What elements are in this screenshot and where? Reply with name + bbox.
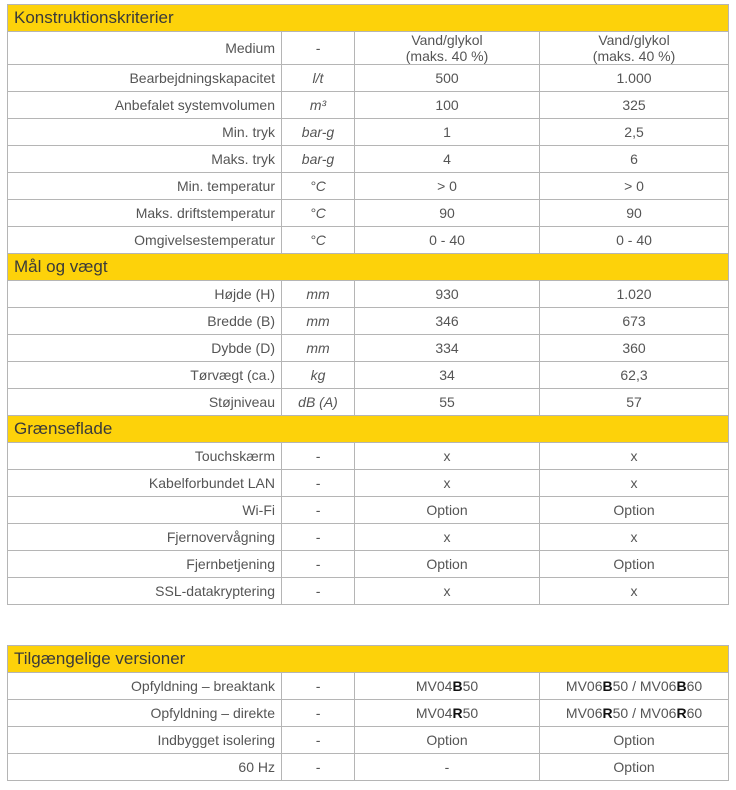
table-row (8, 389, 729, 416)
value-col-1 (355, 673, 540, 700)
row-label: Dybde (D) (8, 335, 282, 362)
row-label: Min. tryk (8, 119, 282, 146)
value-col-2: 90 (540, 200, 729, 227)
section-title: Tilgængelige versioner (8, 646, 729, 673)
model-prefix: MV06 (565, 705, 603, 721)
row-label: Fjernovervågning (8, 524, 282, 551)
model-separator: / (628, 678, 640, 694)
row-unit: - (282, 754, 355, 781)
row-label: Min. temperatur (8, 173, 282, 200)
value-line-2: (maks. 40 %) (592, 48, 676, 64)
value-col-1: x (355, 470, 540, 497)
row-label: Maks. driftstemperatur (8, 200, 282, 227)
value-line-2: (maks. 40 %) (405, 48, 489, 64)
row-unit: - (282, 497, 355, 524)
table-row (8, 227, 729, 254)
table-row (8, 146, 729, 173)
value-col-1: 1 (355, 119, 540, 146)
value-col-1: 34 (355, 362, 540, 389)
model-suffix: 50 (462, 678, 479, 694)
value-col-1 (355, 32, 540, 65)
value-line-1: Vand/glykol (598, 32, 670, 48)
model-suffix: 50 (612, 678, 629, 694)
row-label: Anbefalet systemvolumen (8, 92, 282, 119)
row-unit: mm (282, 308, 355, 335)
value-col-1: 90 (355, 200, 540, 227)
model-prefix: MV06 (565, 678, 603, 694)
table-row (8, 308, 729, 335)
row-unit: - (282, 443, 355, 470)
row-label: Opfyldning – direkte (8, 700, 282, 727)
value-col-1: Option (355, 551, 540, 578)
row-label: Maks. tryk (8, 146, 282, 173)
row-unit: °C (282, 200, 355, 227)
table-row (8, 119, 729, 146)
value-col-2: 62,3 (540, 362, 729, 389)
table-row (8, 32, 729, 65)
table-row (8, 92, 729, 119)
table-row (8, 497, 729, 524)
value-col-1: 0 - 40 (355, 227, 540, 254)
model-variant-letter: R (676, 705, 687, 721)
row-unit: - (282, 700, 355, 727)
value-col-1 (355, 700, 540, 727)
value-col-2: Option (540, 497, 729, 524)
value-col-2: x (540, 443, 729, 470)
row-label: Kabelforbundet LAN (8, 470, 282, 497)
row-label: Opfyldning – breaktank (8, 673, 282, 700)
value-col-1: 55 (355, 389, 540, 416)
table-row (8, 362, 729, 389)
value-col-2 (540, 673, 729, 700)
row-label: Medium (8, 32, 282, 65)
row-unit: - (282, 32, 355, 65)
table-row (8, 470, 729, 497)
spec-table (7, 4, 729, 605)
row-unit: m³ (282, 92, 355, 119)
row-label: SSL-datakryptering (8, 578, 282, 605)
table-row (8, 443, 729, 470)
section-title: Mål og vægt (8, 254, 729, 281)
section-title: Grænseflade (8, 416, 729, 443)
row-label: Indbygget isolering (8, 727, 282, 754)
row-label: Støjniveau (8, 389, 282, 416)
value-col-2: 1.000 (540, 65, 729, 92)
model-prefix: MV04 (415, 705, 453, 721)
value-col-2: x (540, 470, 729, 497)
model-suffix: 60 (686, 678, 703, 694)
model-variant-letter: R (602, 705, 613, 721)
row-unit: - (282, 727, 355, 754)
value-col-2: x (540, 524, 729, 551)
row-unit: °C (282, 227, 355, 254)
row-unit: mm (282, 281, 355, 308)
value-col-1: 500 (355, 65, 540, 92)
value-col-1: x (355, 578, 540, 605)
table-row (8, 700, 729, 727)
row-unit: dB (A) (282, 389, 355, 416)
row-unit: - (282, 470, 355, 497)
value-col-2: 673 (540, 308, 729, 335)
table-row (8, 335, 729, 362)
row-label: Touchskærm (8, 443, 282, 470)
row-unit: °C (282, 173, 355, 200)
value-col-2 (540, 32, 729, 65)
value-col-2: 325 (540, 92, 729, 119)
value-col-2: Option (540, 754, 729, 781)
value-col-1: 334 (355, 335, 540, 362)
row-unit: l/t (282, 65, 355, 92)
model-variant-letter: B (602, 678, 613, 694)
model-variant-letter: R (452, 705, 463, 721)
row-label: 60 Hz (8, 754, 282, 781)
table-row (8, 673, 729, 700)
row-unit: kg (282, 362, 355, 389)
table-row (8, 200, 729, 227)
table-row (8, 281, 729, 308)
value-col-2: x (540, 578, 729, 605)
value-col-1: 346 (355, 308, 540, 335)
value-col-2: 57 (540, 389, 729, 416)
value-col-2: 360 (540, 335, 729, 362)
table-row (8, 524, 729, 551)
table-row (8, 578, 729, 605)
model-suffix: 50 (612, 705, 629, 721)
table-row (8, 727, 729, 754)
value-col-1: Option (355, 497, 540, 524)
section-header-row (8, 416, 729, 443)
value-col-2: 0 - 40 (540, 227, 729, 254)
row-label: Højde (H) (8, 281, 282, 308)
model-suffix: 50 (462, 705, 479, 721)
row-label: Fjernbetjening (8, 551, 282, 578)
value-col-1: > 0 (355, 173, 540, 200)
row-unit: bar-g (282, 119, 355, 146)
section-header-row (8, 646, 729, 673)
section-header-row (8, 254, 729, 281)
row-unit: - (282, 551, 355, 578)
value-col-1: 4 (355, 146, 540, 173)
value-col-2: 2,5 (540, 119, 729, 146)
row-unit: - (282, 524, 355, 551)
model-prefix: MV06 (639, 678, 677, 694)
row-label: Bearbejdningskapacitet (8, 65, 282, 92)
table-row (8, 551, 729, 578)
value-col-2: Option (540, 727, 729, 754)
row-label: Omgivelsestemperatur (8, 227, 282, 254)
section-title: Konstruktionskriterier (8, 5, 729, 32)
model-suffix: 60 (686, 705, 703, 721)
row-unit: - (282, 578, 355, 605)
value-col-1: - (355, 754, 540, 781)
model-separator: / (628, 705, 640, 721)
row-label: Bredde (B) (8, 308, 282, 335)
table-row (8, 173, 729, 200)
value-line-1: Vand/glykol (411, 32, 483, 48)
value-col-1: x (355, 443, 540, 470)
row-label: Wi-Fi (8, 497, 282, 524)
model-prefix: MV06 (639, 705, 677, 721)
model-variant-letter: B (676, 678, 687, 694)
value-col-2: 1.020 (540, 281, 729, 308)
value-col-1: x (355, 524, 540, 551)
row-unit: - (282, 673, 355, 700)
row-label: Tørvægt (ca.) (8, 362, 282, 389)
row-unit: mm (282, 335, 355, 362)
table-row (8, 65, 729, 92)
value-col-2: Option (540, 551, 729, 578)
model-prefix: MV04 (415, 678, 453, 694)
table-row (8, 754, 729, 781)
value-col-1: 100 (355, 92, 540, 119)
value-col-1: Option (355, 727, 540, 754)
row-unit: bar-g (282, 146, 355, 173)
model-variant-letter: B (452, 678, 463, 694)
value-col-2 (540, 700, 729, 727)
versions-table (7, 645, 729, 781)
value-col-2: 6 (540, 146, 729, 173)
value-col-1: 930 (355, 281, 540, 308)
value-col-2: > 0 (540, 173, 729, 200)
section-header-row (8, 5, 729, 32)
